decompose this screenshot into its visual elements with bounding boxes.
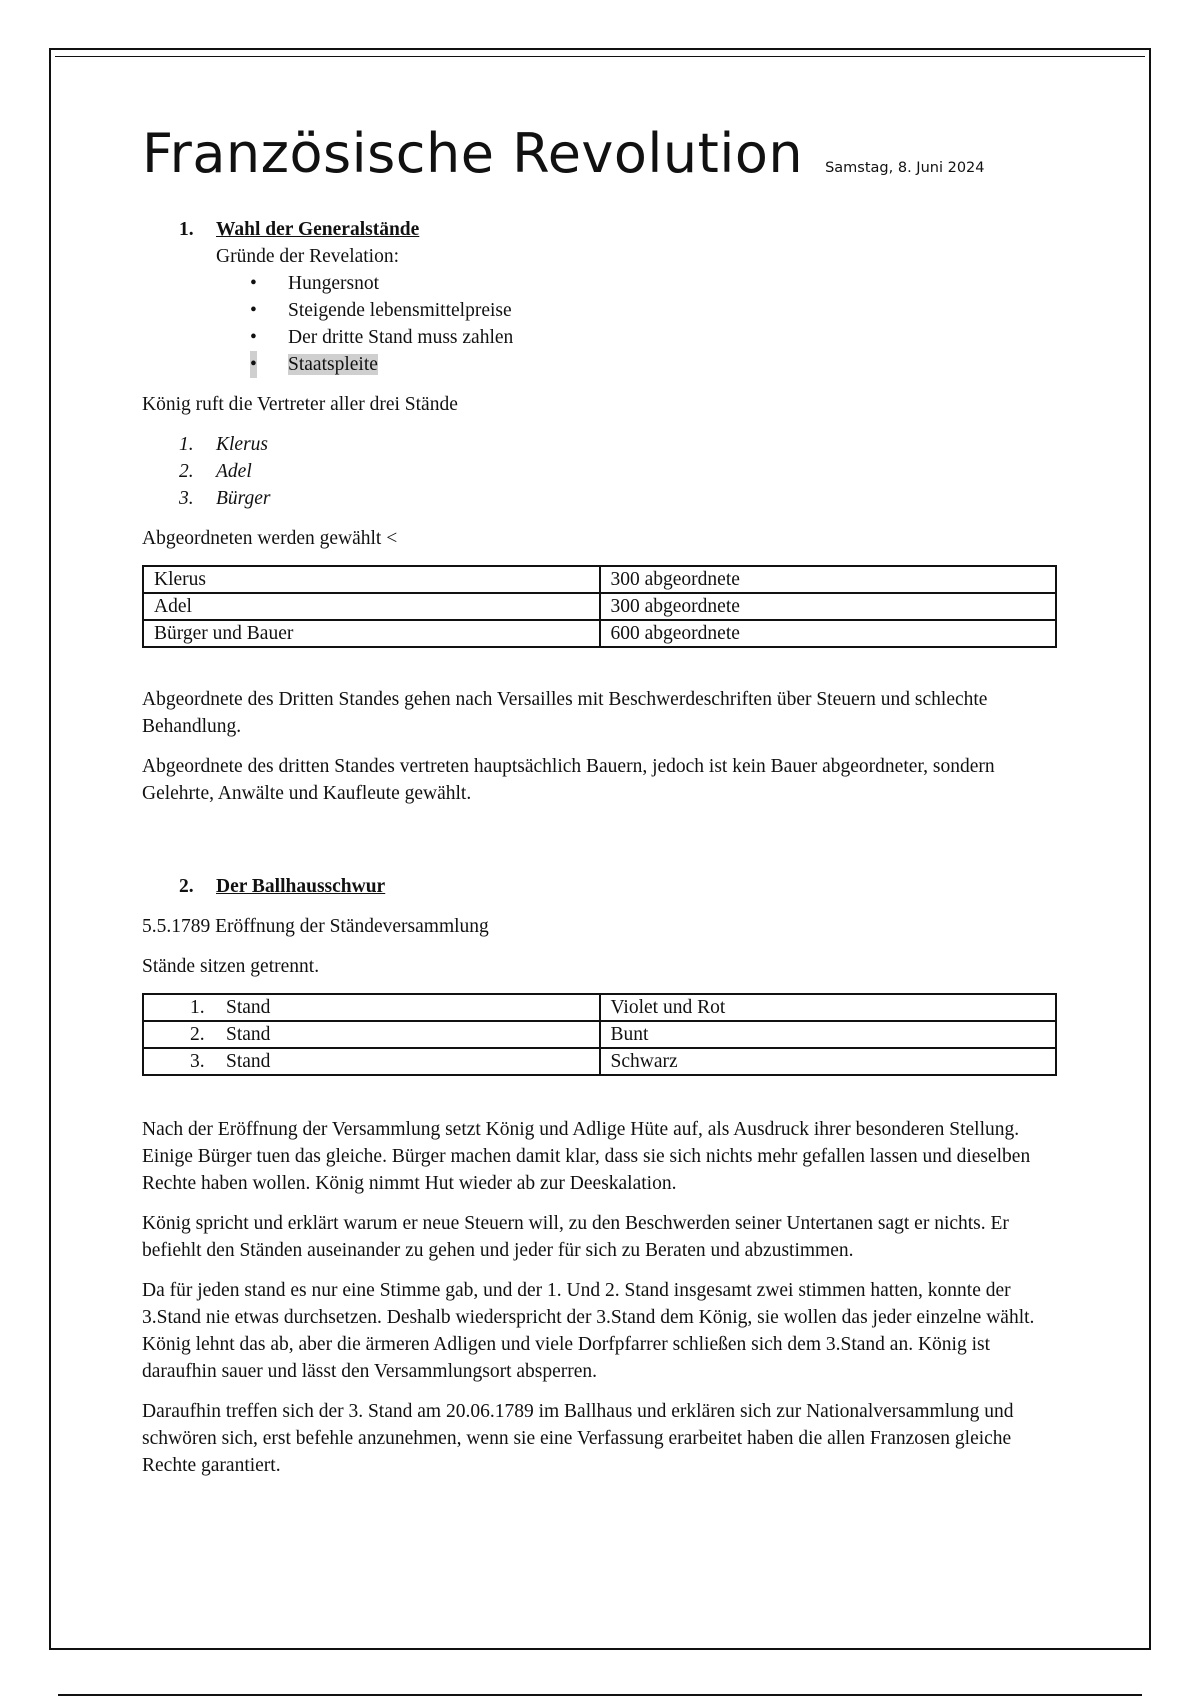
page-title: Französische Revolution (142, 122, 804, 185)
table-cell: Klerus (143, 566, 600, 593)
table-row (143, 1021, 1056, 1048)
frame-top-rule (55, 56, 1145, 57)
bullet-icon: • (250, 300, 257, 321)
table-row (143, 566, 1056, 593)
table-cell: Violet und Rot (600, 994, 1057, 1021)
list-item-text: Staatspleite (288, 354, 378, 375)
list-item-highlighted (250, 351, 1062, 378)
list-item (250, 270, 1062, 297)
section2-heading (179, 873, 1062, 900)
opening-date-text: 5.5.1789 Eröffnung der Ständeversammlung (142, 916, 489, 937)
next-page-rule (58, 1694, 1142, 1696)
estate-colors-table (142, 993, 1057, 1076)
list-item: 3. Bürger (179, 488, 271, 509)
paragraph: Abgeordnete des dritten Standes vertreten hauptsächlich Bauern, jedoch ist kein Bauer abgeordneter, sondern Gelehrte, Anwälte und Kaufleute gewählt. (142, 756, 995, 804)
table-cell: Schwarz (600, 1048, 1057, 1075)
list-item-text: Hungersnot (288, 273, 379, 294)
estates-list (179, 431, 1062, 512)
document-content (142, 122, 1062, 1479)
table-cell: 3. Stand (143, 1048, 600, 1075)
table-cell: 600 abgeordnete (600, 620, 1057, 647)
table-row (143, 994, 1056, 1021)
section1-title: Wahl der Generalstände (216, 219, 420, 240)
section2-title: Der Ballhausschwur (216, 876, 386, 897)
king-text: König ruft die Vertreter aller drei Stände (142, 394, 458, 415)
page-date: Samstag, 8. Juni 2024 (825, 160, 985, 176)
seating-text: Stände sitzen getrennt. (142, 956, 320, 977)
bullet-icon: • (250, 273, 257, 294)
list-item: 1. Klerus (179, 434, 269, 455)
table-cell: Bürger und Bauer (143, 620, 600, 647)
table-row (143, 620, 1056, 647)
table-cell: Adel (143, 593, 600, 620)
table-row (143, 593, 1056, 620)
bullet-icon: • (250, 327, 257, 348)
list-item-text: Der dritte Stand muss zahlen (288, 327, 514, 348)
table-cell: 1. Stand (143, 994, 600, 1021)
section1-number: 1. (179, 219, 194, 240)
list-item (250, 324, 1062, 351)
paragraph: König spricht und erklärt warum er neue Steuern will, zu den Beschwerden seiner Untertanen sagt er nichts. Er befiehlt den Ständen auseinander zu gehen und jeder für sich zu Beraten und abzustimmen. (142, 1213, 1009, 1261)
elected-text: Abgeordneten werden gewählt < (142, 528, 398, 549)
list-item (250, 297, 1062, 324)
paragraph: Daraufhin treffen sich der 3. Stand am 20.06.1789 im Ballhaus und erklären sich zur Nationalversammlung und schwören sich, erst befehle anzunehmen, wenn sie eine Verfassung erarbeitet haben die allen Franzosen gleiche Rechte garantiert. (142, 1401, 1014, 1476)
table-cell: Bunt (600, 1021, 1057, 1048)
list-item-text: Steigende lebensmittelpreise (288, 300, 512, 321)
section2-number: 2. (179, 876, 194, 897)
table-row (143, 1048, 1056, 1075)
delegates-table (142, 565, 1057, 648)
reasons-intro: Gründe der Revelation: (216, 246, 400, 267)
table-cell: 2. Stand (143, 1021, 600, 1048)
table-cell: 300 abgeordnete (600, 566, 1057, 593)
bullet-icon: • (250, 351, 257, 378)
paragraph: Da für jeden stand es nur eine Stimme gab, und der 1. Und 2. Stand insgesamt zwei stimmen hatten, konnte der 3.Stand nie etwas durchsetzen. Deshalb wiederspricht der 3.Stand dem König, sie wollen das jeder einzelne wählt. König lehnt das ab, aber die ärmeren Adligen und viele Dorfpfarrer schließen sich dem 3.Stand an. König ist daraufhin sauer und lässt den Versammlungsort absperren. (142, 1280, 1035, 1382)
paragraph: Nach der Eröffnung der Versammlung setzt König und Adlige Hüte auf, als Ausdruck ihrer besonderen Stellung. Einige Bürger tuen das gleiche. Bürger machen damit klar, dass sie sich nichts mehr gefallen lassen und dieselben Rechte haben wollen. König nimmt Hut wieder ab zur Deeskalation. (142, 1119, 1031, 1194)
list-item: 2. Adel (179, 461, 252, 482)
title-row (142, 122, 1062, 216)
reasons-list (250, 270, 1062, 378)
table-cell: 300 abgeordnete (600, 593, 1057, 620)
section1-heading (179, 216, 1062, 243)
paragraph: Abgeordnete des Dritten Standes gehen nach Versailles mit Beschwerdeschriften über Steuern und schlechte Behandlung. (142, 689, 988, 737)
